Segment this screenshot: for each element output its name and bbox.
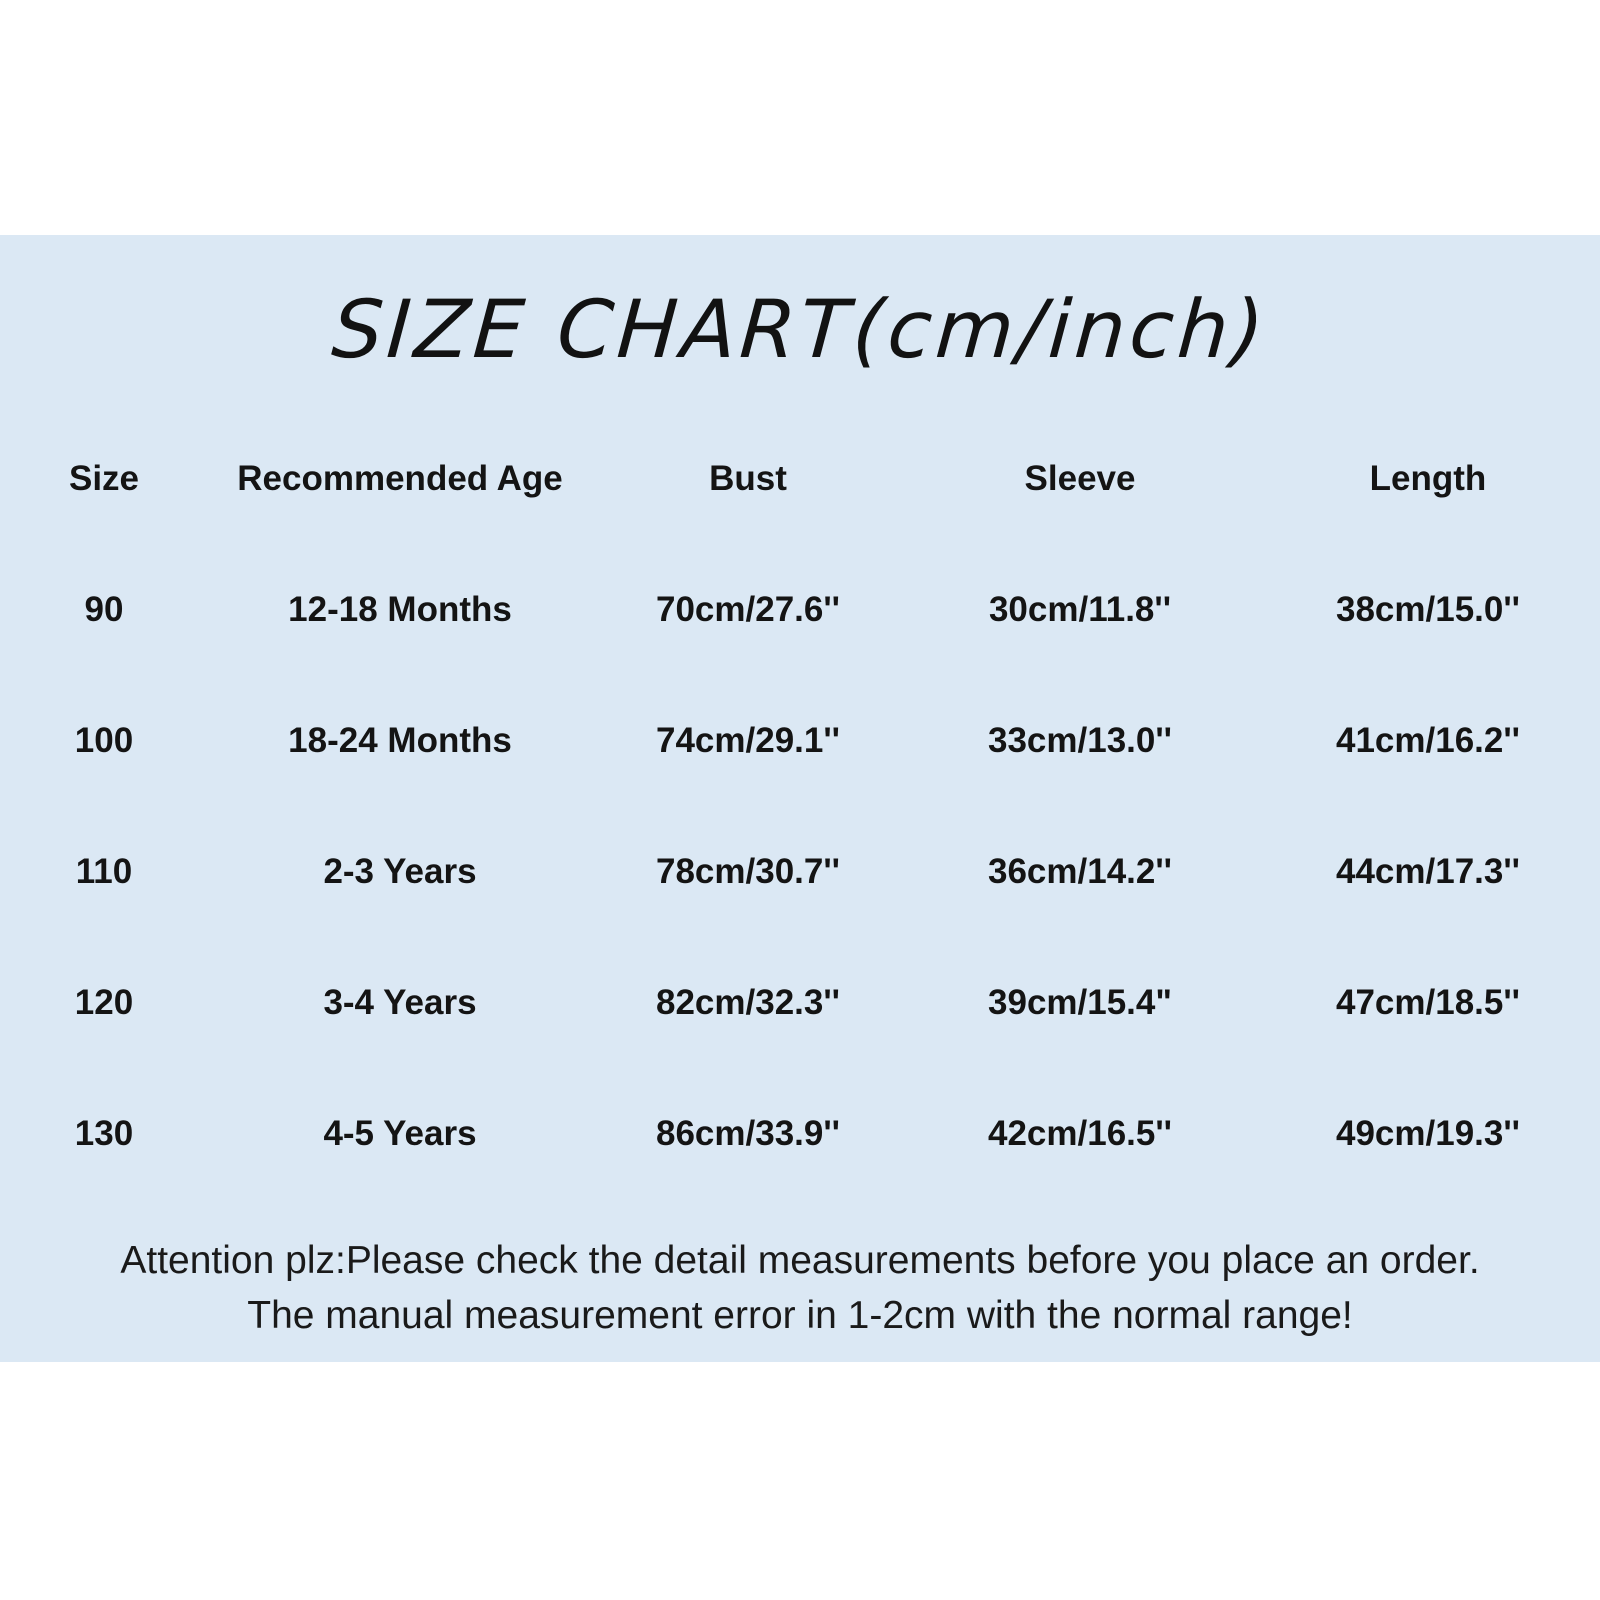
size-chart-panel bbox=[0, 235, 1600, 1362]
size-chart-title: SIZE CHART(cm/inch) bbox=[329, 283, 1271, 376]
table-row bbox=[0, 806, 1600, 937]
cell-length: 41cm/16.2'' bbox=[1335, 720, 1520, 760]
header-recommended-age: Recommended Age bbox=[237, 458, 563, 498]
cell-size: 100 bbox=[74, 720, 134, 760]
cell-bust: 74cm/29.1'' bbox=[655, 720, 840, 760]
table-row bbox=[0, 937, 1600, 1068]
cell-age: 4-5 Years bbox=[323, 1113, 477, 1153]
cell-length: 38cm/15.0'' bbox=[1335, 589, 1520, 629]
header-size: Size bbox=[68, 458, 140, 498]
cell-size: 120 bbox=[74, 982, 134, 1022]
cell-sleeve: 33cm/13.0'' bbox=[987, 720, 1172, 760]
cell-sleeve: 36cm/14.2'' bbox=[987, 851, 1172, 891]
attention-note bbox=[0, 1233, 1600, 1343]
cell-sleeve: 42cm/16.5'' bbox=[987, 1113, 1172, 1153]
table-row bbox=[0, 675, 1600, 806]
cell-sleeve: 39cm/15.4" bbox=[988, 982, 1172, 1022]
cell-age: 2-3 Years bbox=[323, 851, 477, 891]
cell-age: 3-4 Years bbox=[323, 982, 477, 1022]
cell-length: 44cm/17.3'' bbox=[1335, 851, 1520, 891]
header-bust: Bust bbox=[709, 458, 787, 498]
cell-bust: 82cm/32.3'' bbox=[655, 982, 840, 1022]
cell-age: 18-24 Months bbox=[288, 720, 512, 760]
cell-age: 12-18 Months bbox=[288, 589, 512, 629]
attention-note-line2: The manual measurement error in 1-2cm with the normal range! bbox=[247, 1294, 1353, 1337]
table-header-row bbox=[0, 413, 1600, 544]
cell-size: 130 bbox=[74, 1113, 134, 1153]
cell-bust: 78cm/30.7'' bbox=[655, 851, 840, 891]
cell-sleeve: 30cm/11.8'' bbox=[988, 589, 1172, 629]
cell-length: 47cm/18.5'' bbox=[1335, 982, 1520, 1022]
cell-bust: 70cm/27.6'' bbox=[655, 589, 840, 629]
cell-bust: 86cm/33.9'' bbox=[655, 1113, 840, 1153]
cell-size: 90 bbox=[84, 589, 124, 629]
table-row bbox=[0, 1068, 1600, 1199]
cell-size: 110 bbox=[75, 851, 133, 891]
header-length: Length bbox=[1369, 458, 1487, 498]
size-table bbox=[0, 413, 1600, 1199]
header-sleeve: Sleeve bbox=[1024, 458, 1136, 498]
table-row bbox=[0, 544, 1600, 675]
cell-length: 49cm/19.3'' bbox=[1335, 1113, 1520, 1153]
attention-note-line1: Attention plz:Please check the detail measurements before you place an order. bbox=[120, 1239, 1480, 1282]
